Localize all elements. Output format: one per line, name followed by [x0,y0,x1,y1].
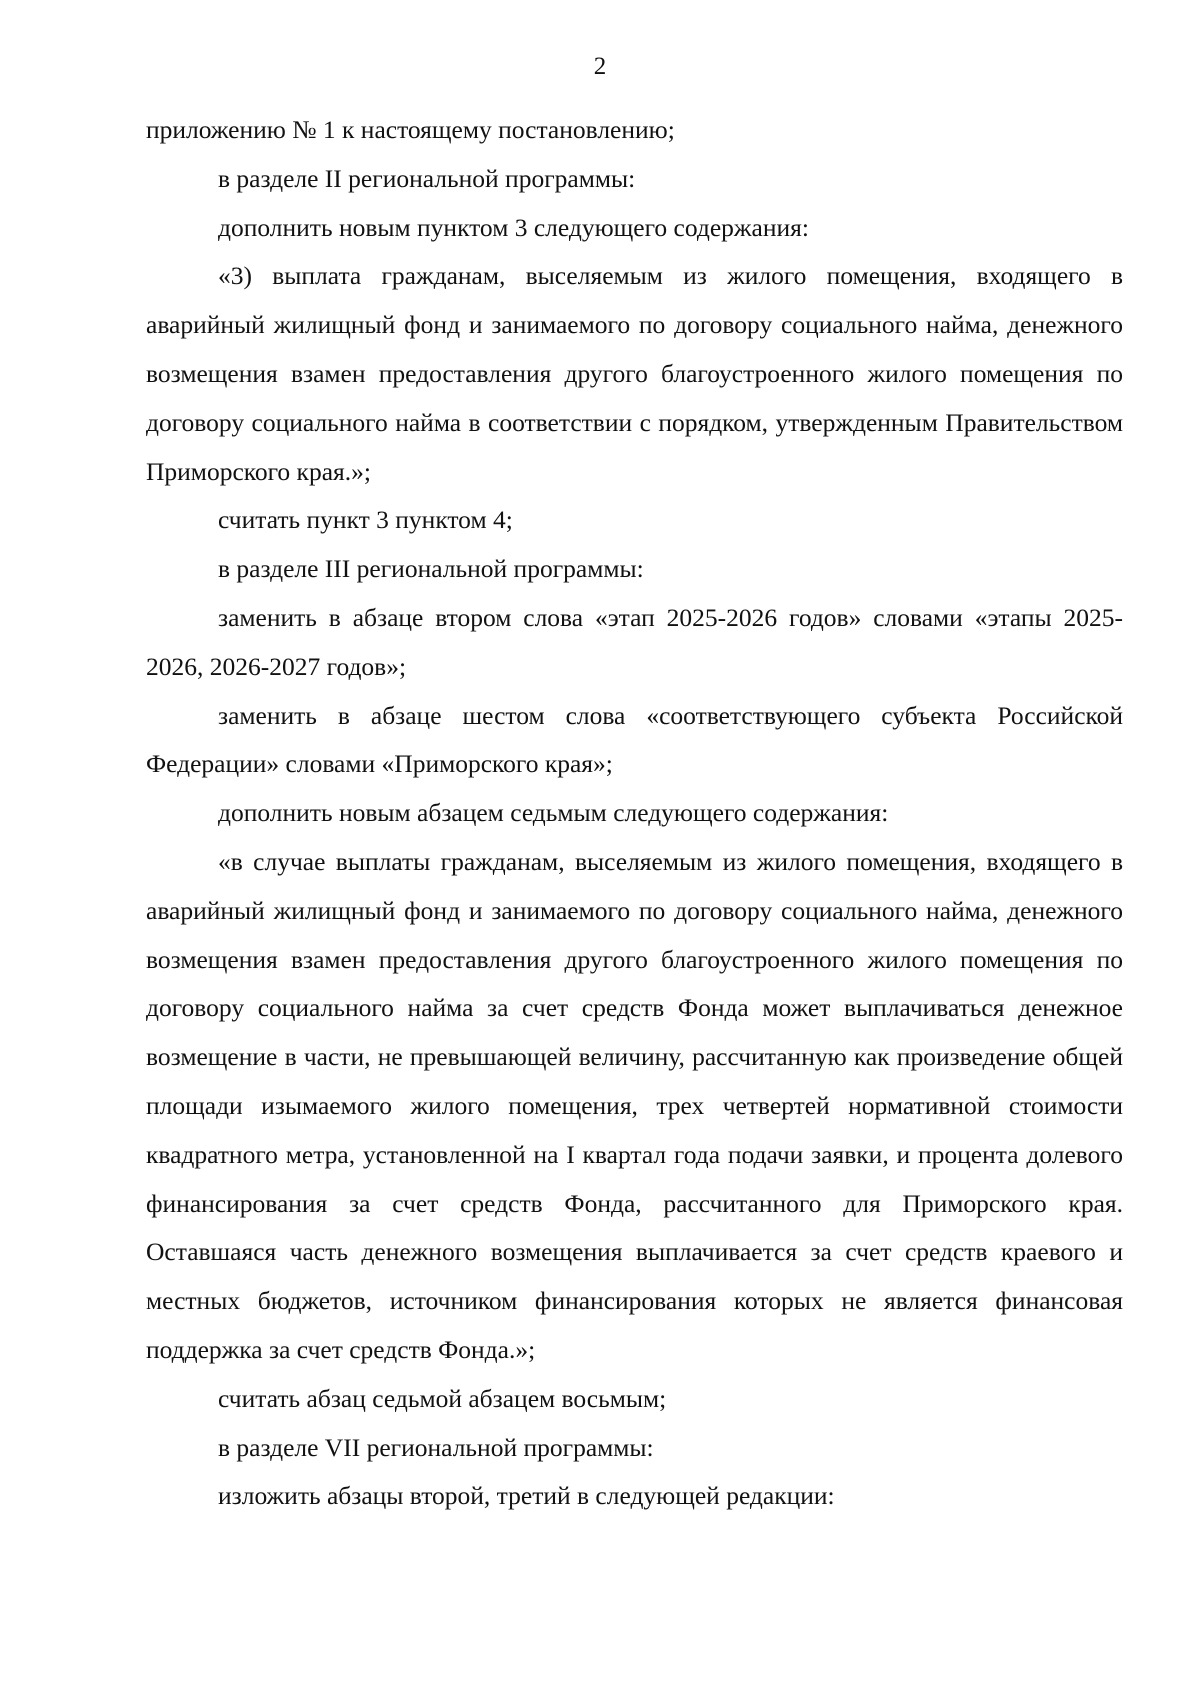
paragraph-renumber-item: считать пункт 3 пунктом 4; [218,505,513,535]
paragraph-renumber-seventh: считать абзац седьмой абзацем восьмым; [218,1383,667,1413]
paragraph-replace-second: заменить в абзаце втором слова «этап 2025-2026 годов» словами «этапы 2025-2026, 2026-2027 годов»; [146,602,1123,681]
paragraph-section-2: в разделе II региональной программы: [218,163,636,193]
paragraph-add-seventh: дополнить новым абзацем седьмым следующего содержания: [218,798,889,828]
paragraph-continuation: приложению № 1 к настоящему постановлению; [146,115,675,144]
paragraph-replace-sixth: заменить в абзаце шестом слова «соответствующего субъекта Российской Федерации» словами «Приморского края»; [146,700,1123,779]
paragraph-seventh-text: «в случае выплаты гражданам, выселяемым из жилого помещения, входящего в аварийный жилищный фонд и занимаемого по договору социального найма, денежного возмещения взамен предоставления другого благоустроенного жилого помещения по договору социального найма за счет средств Фонда может выплачиваться денежное возмещение в части, не превышающей величину, рассчитанную как произведение общей площади изымаемого жилого помещения, трех четвертей нормативной стоимости квадратного метра, установленной на I квартал года подачи заявки, и процента долевого финансирования за счет средств Фонда, рассчитанного для Приморского края. Оставшаяся часть денежного возмещения выплачивается за счет средств краевого и местных бюджетов, источником финансирования которых не является финансовая поддержка за счет средств Фонда.»; [146,846,1123,1364]
paragraph-add-item-3: дополнить новым пунктом 3 следующего содержания: [218,212,809,242]
paragraph-restate: изложить абзацы второй, третий в следующей редакции: [218,1481,835,1511]
paragraph-section-7: в разделе VII региональной программы: [218,1432,654,1462]
paragraph-section-3: в разделе III региональной программы: [218,554,644,584]
paragraph-item-3-text: «3) выплата гражданам, выселяемым из жилого помещения, входящего в аварийный жилищный фонд и занимаемого по договору социального найма, денежного возмещения взамен предоставления другого благоустроенного жилого помещения по договору социального найма в соответствии с порядком, утвержденным Правительством Приморского края.»; [146,261,1123,486]
page-number: 2 [593,53,607,80]
document-body [146,106,1123,1521]
